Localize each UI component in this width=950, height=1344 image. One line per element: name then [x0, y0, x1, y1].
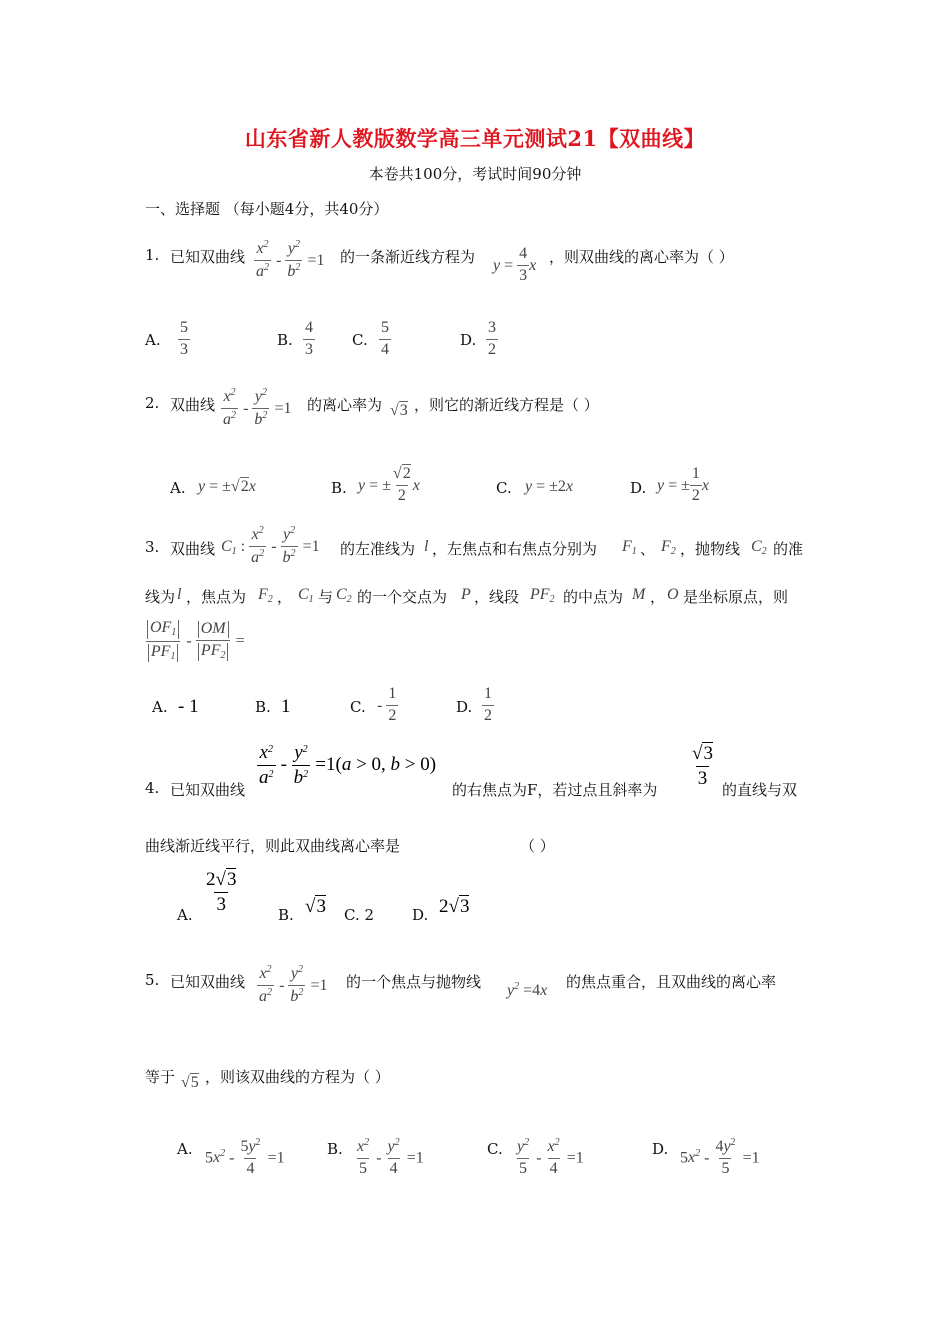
- q3-var-f1: $F_1$: [622, 538, 637, 557]
- q3-hyperbola-equation: $C_1$ : $\frac{x^2}{a^2}$ - $\frac{y^2}{b^2}$ =1: [221, 525, 320, 566]
- q2-option-d-label[interactable]: D.: [630, 479, 647, 497]
- q2-text-post: ，则它的渐近线方程是（ ）: [414, 396, 599, 414]
- q3-text-1b: 的左准线为: [340, 540, 416, 558]
- q3-var-f2-2: $F_2$: [258, 586, 273, 605]
- q3-var-f2: $F_2$: [661, 538, 676, 557]
- q5-text-mid: 的一个焦点与抛物线: [346, 973, 482, 991]
- q4-option-a-value: $\frac{2√3}{3}$: [206, 869, 237, 915]
- q2-hyperbola-equation: $\frac{x^2}{a^2}$ - $\frac{y^2}{b^2}$ =1: [223, 387, 292, 428]
- q1-hyperbola-equation: $\frac{x^2}{a^2}$ - $\frac{y^2}{b^2}$ =1: [256, 239, 325, 280]
- q3-option-c-label[interactable]: C.: [350, 698, 366, 716]
- q1-option-d-value: $\frac{3}{2}$: [488, 319, 496, 358]
- q4-hyperbola-equation: $\frac{x^2}{a^2}$ - $\frac{y^2}{b^2}$ =1(a > 0, b > 0): [259, 742, 437, 788]
- q1-option-c-label[interactable]: C.: [352, 331, 368, 349]
- q2-option-b-value: y = ± $\frac{√2}{2}$ x: [358, 465, 420, 504]
- q1-option-a-value: $\frac{5}{3}$: [180, 319, 188, 358]
- q2-option-c-value: y = ±2x: [525, 478, 574, 495]
- q2-option-a-label[interactable]: A.: [170, 479, 186, 497]
- q5-text-post: 的焦点重合，且双曲线的离心率: [566, 973, 777, 991]
- q3-number: 3.: [145, 538, 160, 556]
- q4-text-line2: 曲线渐近线平行，则此双曲线离心率是: [145, 837, 401, 855]
- q4-text-pre: 已知双曲线: [170, 781, 246, 799]
- q2-text-pre: 双曲线: [170, 396, 216, 414]
- q3-text-2d: 与: [318, 588, 334, 606]
- q1-number: 1.: [145, 246, 160, 264]
- q3-var-c1: $C_1$: [298, 586, 314, 605]
- q1-option-b-value: $\frac{4}{3}$: [305, 319, 313, 358]
- q3-option-c-value: - $\frac{1}{2}$: [377, 685, 397, 724]
- q1-option-b-label[interactable]: B.: [277, 331, 293, 349]
- q2-eccentricity-sqrt3: √3: [390, 402, 408, 419]
- q3-var-l-2: l: [177, 586, 182, 603]
- q5-option-d-value: $5x^2$ - $\frac{4y^2}{5}$ =1: [680, 1137, 760, 1177]
- q5-hyperbola-equation: $\frac{x^2}{a^2}$ - $\frac{y^2}{b^2}$ =1: [259, 964, 328, 1005]
- section-heading: 一、选择题 （每小题4分，共40分）: [145, 200, 389, 218]
- q5-option-d-label[interactable]: D.: [652, 1140, 669, 1158]
- q3-option-b-label[interactable]: B.: [255, 698, 271, 716]
- q4-text-mid: 的右焦点为F，若过点且斜率为: [452, 781, 658, 799]
- q5-option-b-value: $\frac{x^2}{5}$ - $\frac{y^2}{4}$ =1: [357, 1137, 424, 1177]
- q2-text-mid: 的离心率为: [307, 396, 383, 414]
- q3-text-2c: ，: [277, 588, 293, 606]
- q5-option-c-value: $\frac{y^2}{5}$ - $\frac{x^2}{4}$ =1: [517, 1137, 584, 1177]
- q5-eccentricity-sqrt5: √5: [181, 1074, 199, 1091]
- q2-option-b-label[interactable]: B.: [331, 479, 347, 497]
- q3-option-d-label[interactable]: D.: [456, 698, 473, 716]
- q4-answer-paren: （ ）: [520, 837, 555, 855]
- q3-ratio-expression: $\frac{OF_1}{PF_1}$ - $\frac{OM}{PF_2}$ =: [145, 620, 245, 662]
- q3-option-a-value: - 1: [178, 696, 199, 717]
- q1-asymptote-equation: y = $\frac{4}{3}$ x: [493, 245, 537, 284]
- q3-option-b-value: 1: [281, 696, 291, 717]
- q5-text-pre: 已知双曲线: [170, 973, 246, 991]
- page-subtitle: 本卷共100分，考试时间90分钟: [368, 165, 582, 183]
- q1-option-a-label[interactable]: A.: [145, 331, 161, 349]
- page-title: 山东省新人教版数学高三单元测试21【双曲线】: [244, 126, 706, 151]
- q3-var-c2: $C_2$: [751, 538, 767, 557]
- q3-text-1d: 、: [640, 540, 656, 558]
- q3-text-2b: ，焦点为: [186, 588, 247, 606]
- q5-option-a-label[interactable]: A.: [177, 1140, 193, 1158]
- q3-var-c2-2: $C_2$: [336, 586, 352, 605]
- q3-text-1c: ，左焦点和右焦点分别为: [432, 540, 598, 558]
- q5-option-c-label[interactable]: C.: [487, 1140, 503, 1158]
- q3-text-2g: 的中点为: [563, 588, 624, 606]
- q5-option-b-label[interactable]: B.: [327, 1140, 343, 1158]
- q5-text-2a: 等于: [145, 1068, 176, 1086]
- q4-number: 4.: [145, 779, 160, 797]
- q4-option-a-label[interactable]: A.: [177, 906, 193, 924]
- q4-option-c[interactable]: C. 2: [344, 906, 375, 924]
- q3-var-l: l: [424, 538, 429, 555]
- q1-option-c-value: $\frac{5}{4}$: [381, 319, 389, 358]
- q3-text-1f: 的准: [773, 540, 804, 558]
- q1-text-mid: 的一条渐近线方程为: [340, 248, 476, 266]
- q5-text-2b: ，则该双曲线的方程为（ ）: [205, 1068, 390, 1086]
- q4-option-b-label[interactable]: B.: [278, 906, 294, 924]
- q3-text-1e: ，抛物线: [680, 540, 741, 558]
- q3-text-2i: 是坐标原点，则: [683, 588, 789, 606]
- q3-text-2a: 线为: [145, 588, 176, 606]
- q1-text-pre: 已知双曲线: [170, 248, 246, 266]
- q3-text-1a: 双曲线: [170, 540, 216, 558]
- q5-number: 5.: [145, 971, 160, 989]
- q3-option-a-label[interactable]: A.: [152, 698, 168, 716]
- q3-text-2f: ，线段: [474, 588, 520, 606]
- q1-text-post: ，则双曲线的离心率为（ ）: [549, 248, 734, 266]
- q3-var-o: O: [667, 586, 679, 603]
- q2-option-d-value: y = ± $\frac{1}{2}$ x: [657, 465, 710, 504]
- q1-option-d-label[interactable]: D.: [460, 331, 477, 349]
- q3-var-pf2: $PF_2$: [530, 586, 555, 605]
- q3-var-p: P: [461, 586, 471, 603]
- q3-option-d-value: $\frac{1}{2}$: [484, 685, 492, 724]
- q4-option-d-label[interactable]: D.: [412, 906, 429, 924]
- q4-text-post: 的直线与双: [722, 781, 798, 799]
- q4-slope-sqrt3-over-3: $\frac{√3}{3}$: [692, 743, 713, 789]
- q2-option-a-value: y = ±√2x: [198, 478, 256, 495]
- q3-var-m: M: [632, 586, 646, 603]
- q2-number: 2.: [145, 394, 160, 412]
- q4-option-d-value: 2√3: [439, 896, 470, 917]
- q2-option-c-label[interactable]: C.: [496, 479, 512, 497]
- q3-text-2h: ，: [650, 588, 666, 606]
- q4-option-b-value: √3: [305, 896, 326, 917]
- q5-parabola-equation: $y^2 =4x$: [507, 981, 548, 999]
- q3-text-2e: 的一个交点为: [357, 588, 448, 606]
- q5-option-a-value: $5x^2$ - $\frac{5y^2}{4}$ =1: [205, 1137, 285, 1177]
